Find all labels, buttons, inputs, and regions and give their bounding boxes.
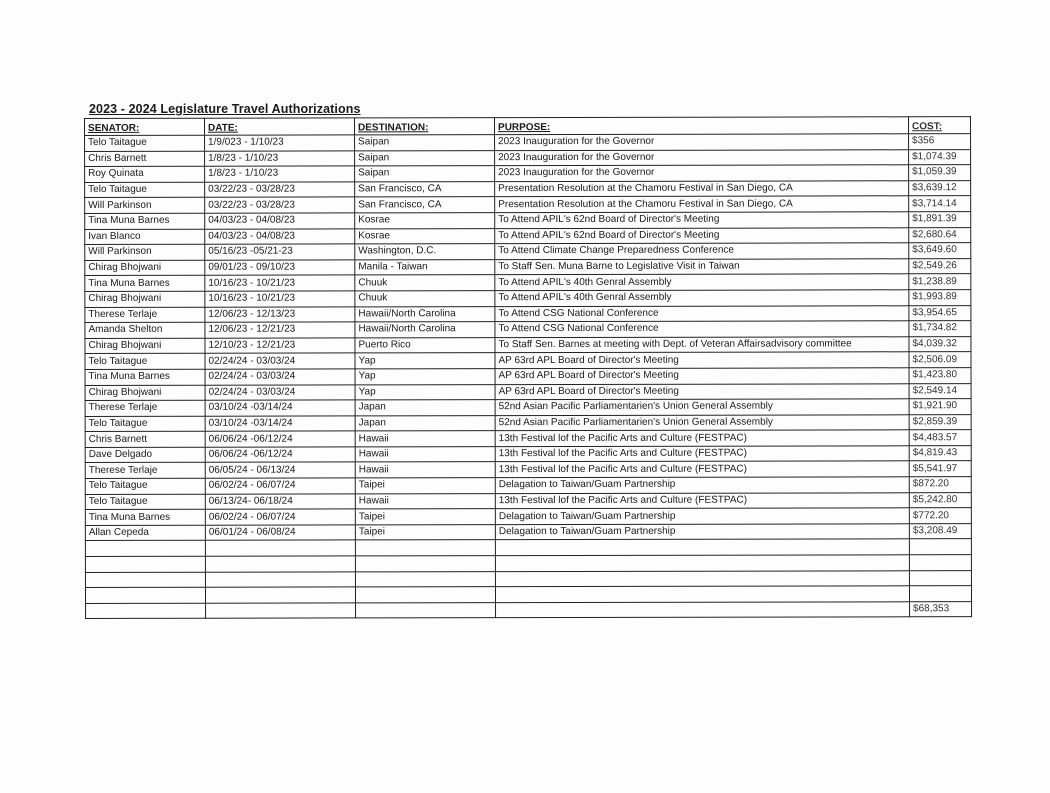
empty-cell bbox=[85, 556, 205, 572]
header-destination: DESTINATION: bbox=[355, 118, 495, 135]
header-date: DATE: bbox=[205, 118, 355, 135]
total-row bbox=[86, 601, 972, 618]
cell-cost: $1,993.89 bbox=[909, 290, 971, 306]
cell-purpose: Presentation Resolution at the Chamoru Festival in San Diego, CA bbox=[495, 181, 909, 197]
cell-purpose: Delagation to Taiwan/Guam Partnership bbox=[495, 508, 909, 524]
empty-cell bbox=[495, 555, 909, 571]
table-row bbox=[85, 196, 971, 213]
empty-cell bbox=[355, 540, 495, 556]
empty-cell bbox=[205, 556, 355, 572]
cell-date: 1/8/23 - 1/10/23 bbox=[205, 151, 355, 167]
empty-cell bbox=[909, 570, 971, 586]
empty-cell bbox=[85, 541, 205, 557]
cell-date: 06/02/24 - 06/07/24 bbox=[205, 509, 355, 525]
table-row bbox=[85, 290, 971, 307]
cell-cost: $1,238.89 bbox=[909, 274, 971, 290]
header-senator: SENATOR: bbox=[85, 118, 205, 135]
cell-destination: Hawaii bbox=[355, 493, 495, 509]
cell-purpose: 2023 Inauguration for the Governor bbox=[495, 149, 909, 165]
cell-cost: $3,639.12 bbox=[909, 180, 971, 196]
empty-cell bbox=[205, 540, 355, 556]
cell-date: 05/16/23 -05/21-23 bbox=[205, 244, 355, 260]
cell-destination: Hawaii bbox=[355, 431, 495, 447]
cell-purpose: 2023 Inauguration for the Governor bbox=[495, 134, 909, 150]
cell-destination: Manila - Taiwan bbox=[355, 259, 495, 275]
cell-purpose: To Staff Sen. Barnes at meeting with Dept. of Veteran Affairsadvisory committee bbox=[495, 336, 909, 352]
table-row bbox=[85, 430, 971, 447]
empty-cell bbox=[496, 602, 910, 618]
cell-purpose: 13th Festival lof the Pacific Arts and Culture (FESTPAC) bbox=[495, 492, 909, 508]
cell-destination: Chuuk bbox=[355, 291, 495, 307]
cell-senator: Chirag Bhojwani bbox=[85, 385, 205, 401]
cell-destination: Taipei bbox=[355, 478, 495, 494]
cell-cost: $356 bbox=[909, 134, 971, 150]
cell-cost: $4,483.57 bbox=[909, 430, 971, 446]
cell-cost: $4,039.32 bbox=[909, 336, 971, 352]
cell-destination: Saipan bbox=[355, 135, 495, 151]
cell-cost: $872.20 bbox=[909, 477, 971, 493]
cell-senator: Dave Delgado bbox=[85, 447, 205, 463]
cell-purpose: AP 63rd APL Board of Director's Meeting bbox=[495, 368, 909, 384]
cell-senator: Tina Muna Barnes bbox=[85, 509, 205, 525]
empty-row bbox=[85, 539, 971, 556]
cell-senator: Telo Taitague bbox=[85, 354, 205, 370]
cell-cost: $1,734.82 bbox=[909, 321, 971, 337]
empty-cell bbox=[86, 603, 206, 619]
table-row bbox=[85, 134, 971, 151]
cell-senator: Telo Taitague bbox=[85, 478, 205, 494]
table-row bbox=[85, 383, 971, 400]
cell-purpose: To Attend APIL's 62nd Board of Director's Meeting bbox=[495, 212, 909, 228]
cell-date: 10/16/23 - 10/21/23 bbox=[205, 291, 355, 307]
table-body bbox=[85, 134, 972, 619]
cell-destination: San Francisco, CA bbox=[355, 181, 495, 197]
cell-senator: Tina Muna Barnes bbox=[85, 213, 205, 229]
cell-date: 03/10/24 -03/14/24 bbox=[205, 416, 355, 432]
cell-purpose: Presentation Resolution at the Chamoru Festival in San Diego, CA bbox=[495, 196, 909, 212]
empty-cell bbox=[85, 587, 205, 603]
table-row bbox=[85, 149, 971, 166]
cell-purpose: 13th Festival lof the Pacific Arts and Culture (FESTPAC) bbox=[495, 461, 909, 477]
cell-date: 12/10/23 - 12/21/23 bbox=[205, 338, 355, 354]
cell-purpose: To Attend CSG National Conference bbox=[495, 321, 909, 337]
cell-cost: $2,859.39 bbox=[909, 414, 971, 430]
cell-senator: Chris Barnett bbox=[85, 432, 205, 448]
cell-senator: Chirag Bhojwani bbox=[85, 338, 205, 354]
cell-senator: Will Parkinson bbox=[85, 244, 205, 260]
cell-destination: Yap bbox=[355, 384, 495, 400]
cell-cost: $1,891.39 bbox=[909, 212, 971, 228]
cell-date: 04/03/23 - 04/08/23 bbox=[205, 213, 355, 229]
table-row bbox=[85, 477, 971, 494]
empty-cell bbox=[85, 572, 205, 588]
cell-purpose: To Attend Climate Change Preparedness Conference bbox=[495, 243, 909, 259]
cell-date: 02/24/24 - 03/03/24 bbox=[205, 353, 355, 369]
cell-purpose: 2023 Inauguration for the Governor bbox=[495, 165, 909, 181]
table-row bbox=[85, 227, 971, 244]
cell-date: 03/22/23 - 03/28/23 bbox=[205, 197, 355, 213]
cell-date: 1/8/23 - 1/10/23 bbox=[205, 166, 355, 182]
empty-cell bbox=[495, 539, 909, 555]
empty-row bbox=[85, 570, 971, 587]
total-cost: $68,353 bbox=[910, 601, 972, 617]
cell-destination: Taipei bbox=[355, 524, 495, 540]
cell-purpose: Delagation to Taiwan/Guam Partnership bbox=[495, 524, 909, 540]
empty-cell bbox=[495, 570, 909, 586]
header-row bbox=[85, 117, 971, 136]
cell-senator: Therese Terlaje bbox=[85, 307, 205, 323]
cell-senator: Telo Taitague bbox=[85, 416, 205, 432]
document-title: 2023 - 2024 Legislature Travel Authorizations bbox=[89, 102, 361, 116]
cell-cost: $4,819.43 bbox=[909, 446, 971, 462]
cell-purpose: To Attend CSG National Conference bbox=[495, 305, 909, 321]
table-row bbox=[85, 258, 971, 275]
table-row bbox=[85, 165, 971, 182]
cell-senator: Allan Cepeda bbox=[85, 525, 205, 541]
cell-destination: Puerto Rico bbox=[355, 337, 495, 353]
cell-date: 03/22/23 - 03/28/23 bbox=[205, 182, 355, 198]
cell-senator: Telo Taitague bbox=[85, 494, 205, 510]
empty-cell bbox=[495, 586, 909, 602]
cell-date: 02/24/24 - 03/03/24 bbox=[205, 369, 355, 385]
cell-senator: Will Parkinson bbox=[85, 198, 205, 214]
empty-cell bbox=[205, 587, 355, 603]
cell-date: 06/06/24 -06/12/24 bbox=[205, 447, 355, 463]
cell-senator: Roy Quinata bbox=[85, 166, 205, 182]
empty-cell bbox=[909, 555, 971, 571]
cell-cost: $772.20 bbox=[909, 508, 971, 524]
cell-senator: Tina Muna Barnes bbox=[85, 276, 205, 292]
cell-date: 1/9/023 - 1/10/23 bbox=[205, 135, 355, 151]
cell-purpose: AP 63rd APL Board of Director's Meeting bbox=[495, 352, 909, 368]
table-row bbox=[85, 305, 971, 322]
cell-senator: Therese Terlaje bbox=[85, 400, 205, 416]
cell-cost: $3,954.65 bbox=[909, 305, 971, 321]
cell-purpose: 13th Festival lof the Pacific Arts and Culture (FESTPAC) bbox=[495, 446, 909, 462]
empty-row bbox=[85, 586, 971, 603]
cell-date: 09/01/23 - 09/10/23 bbox=[205, 260, 355, 276]
cell-date: 06/02/24 - 06/07/24 bbox=[205, 478, 355, 494]
cell-date: 03/10/24 -03/14/24 bbox=[205, 400, 355, 416]
cell-purpose: 52nd Asian Pacific Parliamentarien's Union General Assembly bbox=[495, 414, 909, 430]
cell-senator: Chris Barnett bbox=[85, 151, 205, 167]
empty-row bbox=[85, 555, 971, 572]
cell-date: 02/24/24 - 03/03/24 bbox=[205, 384, 355, 400]
cell-date: 06/05/24 - 06/13/24 bbox=[205, 462, 355, 478]
cell-senator: Ivan Blanco bbox=[85, 229, 205, 245]
table-row bbox=[85, 212, 971, 229]
cell-senator: Telo Taitague bbox=[85, 182, 205, 198]
cell-senator: Amanda Shelton bbox=[85, 322, 205, 338]
empty-cell bbox=[206, 603, 356, 619]
cell-purpose: Delagation to Taiwan/Guam Partnership bbox=[495, 477, 909, 493]
cell-destination: Hawaii/North Carolina bbox=[355, 322, 495, 338]
cell-destination: Kosrae bbox=[355, 228, 495, 244]
cell-purpose: To Attend APIL's 40th Genral Assembly bbox=[495, 274, 909, 290]
cell-destination: Yap bbox=[355, 369, 495, 385]
header-purpose: PURPOSE: bbox=[495, 117, 909, 135]
table-row bbox=[85, 336, 971, 353]
cell-purpose: To Staff Sen. Muna Barne to Legislative Visit in Taiwan bbox=[495, 259, 909, 275]
cell-destination: Saipan bbox=[355, 150, 495, 166]
travel-authorizations-table bbox=[84, 116, 972, 619]
cell-senator: Therese Terlaje bbox=[85, 463, 205, 479]
cell-senator: Chirag Bhojwani bbox=[85, 291, 205, 307]
cell-date: 06/01/24 - 06/08/24 bbox=[205, 525, 355, 541]
table-row bbox=[85, 461, 971, 478]
table-row bbox=[85, 508, 971, 525]
cell-cost: $1,074.39 bbox=[909, 149, 971, 165]
cell-senator: Telo Taitague bbox=[85, 135, 205, 151]
cell-cost: $1,059.39 bbox=[909, 165, 971, 181]
cell-date: 06/06/24 -06/12/24 bbox=[205, 431, 355, 447]
empty-cell bbox=[355, 571, 495, 587]
table-row bbox=[85, 399, 971, 416]
cell-destination: Yap bbox=[355, 353, 495, 369]
cell-destination: Kosrae bbox=[355, 213, 495, 229]
cell-destination: San Francisco, CA bbox=[355, 197, 495, 213]
table-row bbox=[85, 414, 971, 431]
table-row bbox=[85, 446, 971, 463]
empty-cell bbox=[355, 587, 495, 603]
cell-purpose: 52nd Asian Pacific Parliamentarien's Union General Assembly bbox=[495, 399, 909, 415]
table-row bbox=[85, 243, 971, 260]
cell-cost: $3,208.49 bbox=[909, 523, 971, 539]
cell-cost: $1,423.80 bbox=[909, 368, 971, 384]
header-cost: COST: bbox=[908, 117, 970, 134]
table-row bbox=[85, 321, 971, 338]
cell-purpose: To Attend APIL's 62nd Board of Director's Meeting bbox=[495, 227, 909, 243]
cell-cost: $2,549.14 bbox=[909, 383, 971, 399]
empty-cell bbox=[355, 556, 495, 572]
cell-destination: Taipei bbox=[355, 509, 495, 525]
table-row bbox=[85, 523, 971, 540]
cell-cost: $3,649.60 bbox=[909, 243, 971, 259]
cell-destination: Hawaii/North Carolina bbox=[355, 306, 495, 322]
cell-date: 12/06/23 - 12/21/23 bbox=[205, 322, 355, 338]
cell-purpose: To Attend APIL's 40th Genral Assembly bbox=[495, 290, 909, 306]
cell-cost: $2,506.09 bbox=[909, 352, 971, 368]
cell-date: 10/16/23 - 10/21/23 bbox=[205, 275, 355, 291]
cell-senator: Chirag Bhojwani bbox=[85, 260, 205, 276]
table-row bbox=[85, 180, 971, 197]
table-row bbox=[85, 368, 971, 385]
cell-purpose: AP 63rd APL Board of Director's Meeting bbox=[495, 383, 909, 399]
cell-destination: Saipan bbox=[355, 166, 495, 182]
table-row bbox=[85, 492, 971, 509]
empty-cell bbox=[356, 602, 496, 618]
cell-cost: $1,921.90 bbox=[909, 399, 971, 415]
cell-destination: Washington, D.C. bbox=[355, 244, 495, 260]
cell-destination: Japan bbox=[355, 415, 495, 431]
cell-cost: $5,242.80 bbox=[909, 492, 971, 508]
empty-cell bbox=[909, 539, 971, 555]
cell-destination: Japan bbox=[355, 400, 495, 416]
empty-cell bbox=[205, 572, 355, 588]
cell-cost: $2,680.64 bbox=[909, 227, 971, 243]
table-row bbox=[85, 274, 971, 291]
table-row bbox=[85, 352, 971, 369]
cell-purpose: 13th Festival lof the Pacific Arts and Culture (FESTPAC) bbox=[495, 430, 909, 446]
cell-date: 06/13/24- 06/18/24 bbox=[205, 494, 355, 510]
cell-cost: $2,549.26 bbox=[909, 258, 971, 274]
cell-destination: Chuuk bbox=[355, 275, 495, 291]
cell-date: 04/03/23 - 04/08/23 bbox=[205, 228, 355, 244]
empty-cell bbox=[909, 586, 971, 602]
cell-destination: Hawaii bbox=[355, 462, 495, 478]
cell-cost: $5,541.97 bbox=[909, 461, 971, 477]
cell-senator: Tina Muna Barnes bbox=[85, 369, 205, 385]
cell-cost: $3,714.14 bbox=[909, 196, 971, 212]
cell-date: 12/06/23 - 12/13/23 bbox=[205, 306, 355, 322]
cell-destination: Hawaii bbox=[355, 447, 495, 463]
